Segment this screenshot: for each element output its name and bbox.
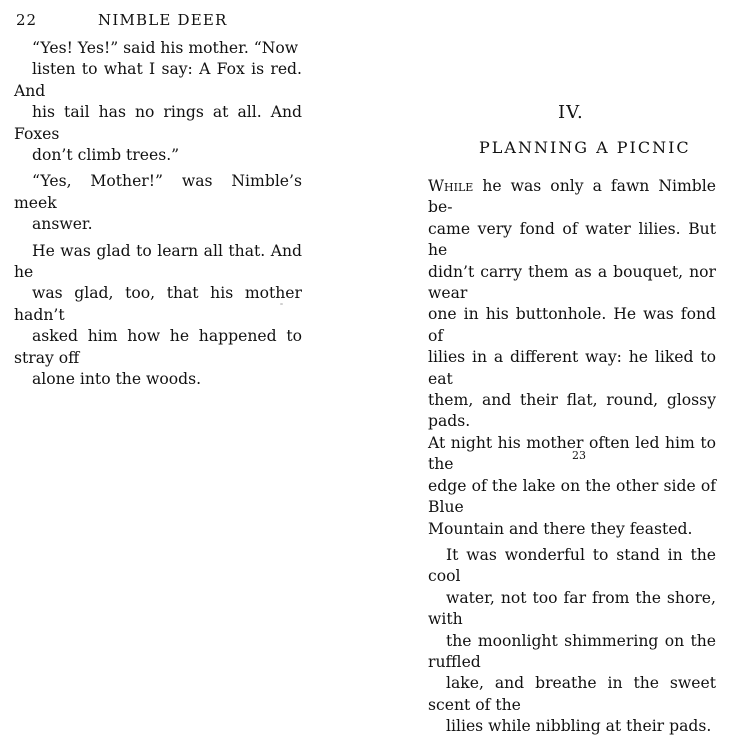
text-line: “Yes! Yes!” said his mother. “Now (32, 39, 299, 57)
text-line: didn’t carry them as a bouquet, nor wear (428, 262, 716, 303)
text-line: his tail has no rings at all. And Foxes (14, 103, 302, 143)
chapter-title: PLANNING A PICNIC (479, 138, 691, 157)
left-page-text (14, 38, 302, 391)
text-line: the moonlight shimmering on the ruffled (428, 631, 716, 671)
paragraph-cool-water (428, 545, 716, 738)
text-line: It was wonderful to stand in the cool (428, 545, 716, 586)
text-line: Mountain and there they feasted. (428, 519, 693, 538)
text-line: At night his mother often led him to the (428, 433, 716, 474)
text-line: was glad, too, that his mother hadn’t (14, 284, 302, 324)
text-line: answer. (32, 215, 93, 234)
text-line: edge of the lake on the other side of Blue (428, 476, 716, 517)
left-page (0, 0, 366, 471)
paragraph-nimble-answer (14, 171, 302, 235)
text-line: asked him how he happened to stray off (14, 327, 302, 367)
text-line: water, not too far from the shore, with (428, 588, 716, 629)
paper-speck (280, 303, 283, 305)
text-fragment: he was only a fawn Nimble be- (428, 177, 716, 217)
chapter-number: IV. (558, 102, 584, 123)
running-title: NIMBLE DEER (98, 11, 228, 29)
paragraph-mother-reply (14, 38, 302, 166)
page-number-23: 23 (572, 449, 586, 462)
text-line: lilies while nibbling at their pads. (446, 717, 712, 736)
text-line: don’t climb trees.” (32, 146, 180, 165)
text-line (428, 176, 716, 219)
text-line: lilies in a different way: he liked to eat (428, 348, 716, 388)
text-line: them, and their flat, round, glossy pads. (428, 391, 716, 431)
right-page (366, 0, 732, 736)
running-head (16, 10, 316, 30)
text-line: came very fond of water lilies. But he (428, 219, 716, 260)
text-line: one in his buttonhole. He was fond of (428, 305, 716, 345)
opening-word: While (428, 177, 474, 195)
text-line: alone into the woods. (32, 370, 202, 389)
text-line: He was glad to learn all that. And he (14, 241, 302, 282)
paragraph-glad-to-learn (14, 241, 302, 391)
text-line: lake, and breathe in the sweet scent of the (428, 674, 716, 714)
paragraph-water-lilies (428, 176, 716, 540)
text-line: “Yes, Mother!” was Nimble’s meek (14, 172, 302, 212)
page-number-22: 22 (16, 11, 38, 29)
text-line: listen to what I say: A Fox is red. And (14, 60, 302, 100)
